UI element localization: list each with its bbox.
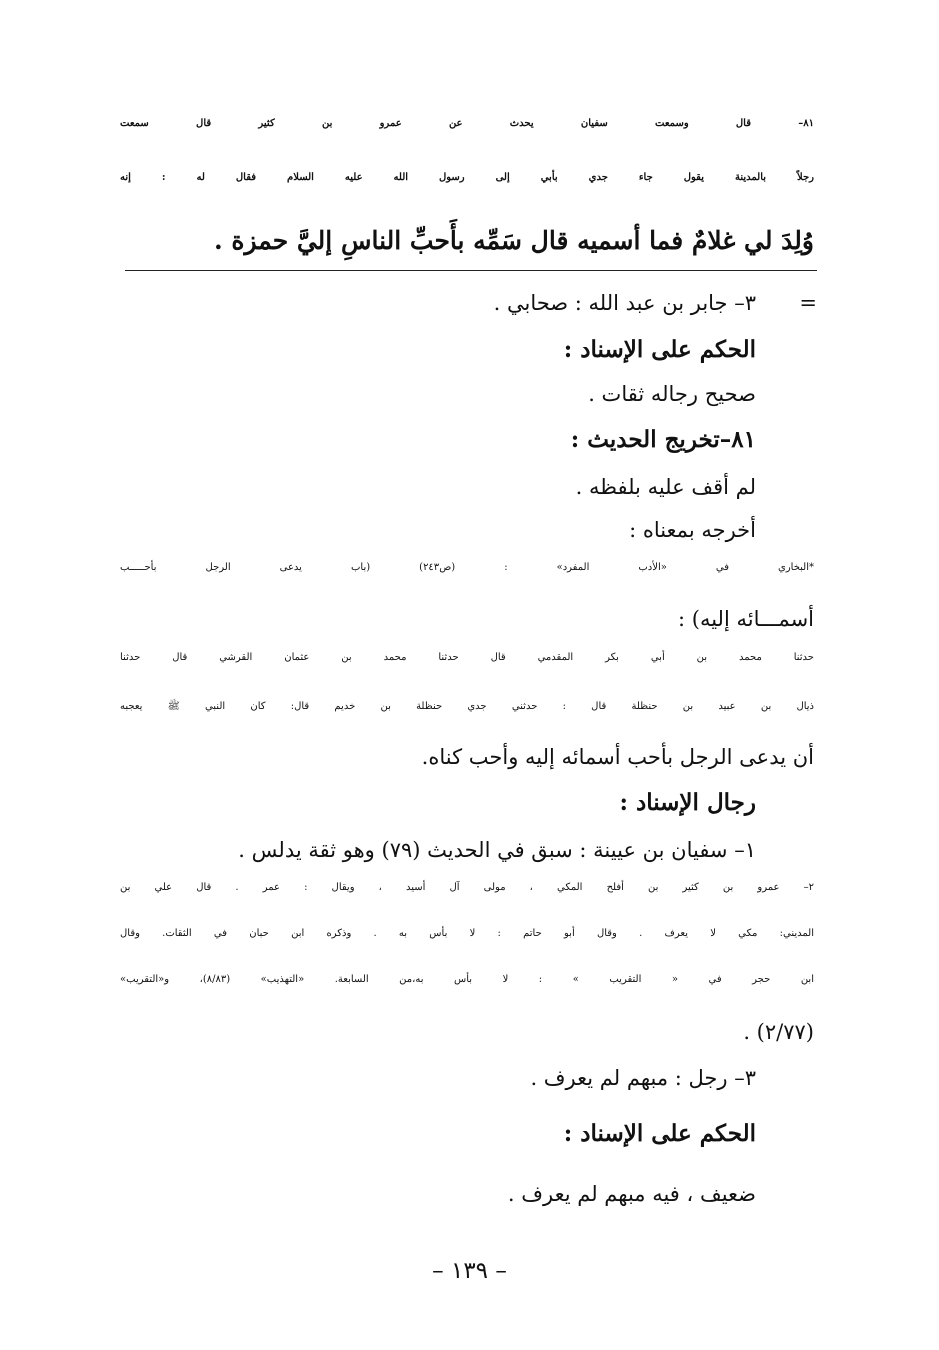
takhrij-text-2: أخرجه بمعناه :: [629, 518, 756, 542]
rijal-heading: رجال الإسناد :: [619, 789, 756, 816]
footnote-separator: [125, 270, 817, 271]
rijal-2-line-3: ابن حجر في « التقريب » : لا بأس به،من السابعة. «التهذيب» (٨/٨٣)، و«التقريب»: [120, 974, 814, 985]
bukhari-line-2: أسمـــائه إليه) :: [678, 607, 814, 631]
rijal-2-line-2: المديني: مكي لا يعرف . وقال أبو حاتم : لا بأس به . وذكره ابن حبان في الثقات. وقال: [120, 928, 814, 939]
page-number: – ١٣٩ –: [432, 1258, 507, 1284]
rijal-2-line-4: (٢/٧٧) .: [743, 1020, 814, 1044]
rijal-2-line-1: ٢– عمرو بن كثير بن أفلح المكي ، مولى آل أسيد ، ويقال : عمر . قال علي بن: [120, 882, 814, 893]
hukm-text: صحيح رجاله ثقات .: [588, 382, 756, 406]
hukm-2-heading: الحكم على الإسناد :: [563, 1120, 756, 1147]
hukm-heading: الحكم على الإسناد :: [563, 336, 756, 363]
continuation-mark: =: [799, 291, 817, 315]
hadith-line-3: وُلِدَ لي غلامٌ فما أسميه قال سَمِّه بأَحبِّ الناسِ إليَّ حمزة .: [213, 226, 814, 255]
hadith-line-2: رجلاً بالمدينة يقول جاء جدي بأبي إلى رسول الله عليه السلام فقال له : إنه: [120, 172, 814, 183]
chain-line-1: حدثنا محمد بن أبي بكر المقدمي قال حدثنا محمد بن عثمان القرشي قال حدثنا: [120, 652, 814, 663]
chain-line-2: ذيال بن عبيد بن حنظلة قال : حدثني جدي حنظلة بن خديم قال: كان النبي ﷺ يعجبه: [120, 701, 814, 712]
rijal-1: ١– سفيان بن عيينة : سبق في الحديث (٧٩) وهو ثقة يدلس .: [238, 838, 756, 862]
takhrij-text-1: لم أقف عليه بلفظه .: [575, 475, 756, 499]
chain-line-3: أن يدعى الرجل بأحب أسمائه إليه وأحب كناه.: [421, 745, 814, 769]
takhrij-heading: ٨١–تخريج الحديث :: [570, 426, 756, 453]
hukm-2-text: ضعيف ، فيه مبهم لم يعرف .: [507, 1182, 756, 1206]
narrator-3: ٣– جابر بن عبد الله : صحابي .: [493, 291, 756, 315]
bukhari-line-1: *البخاري في «الأدب المفرد» : (ص٢٤٣) (باب يدعى الرجل بأحـــــب: [120, 562, 814, 573]
rijal-3: ٣– رجل : مبهم لم يعرف .: [530, 1066, 756, 1090]
hadith-line-1: ٨١– قال وسمعت سفيان يحدث عن عمرو بن كثير قال سمعت: [120, 118, 814, 129]
